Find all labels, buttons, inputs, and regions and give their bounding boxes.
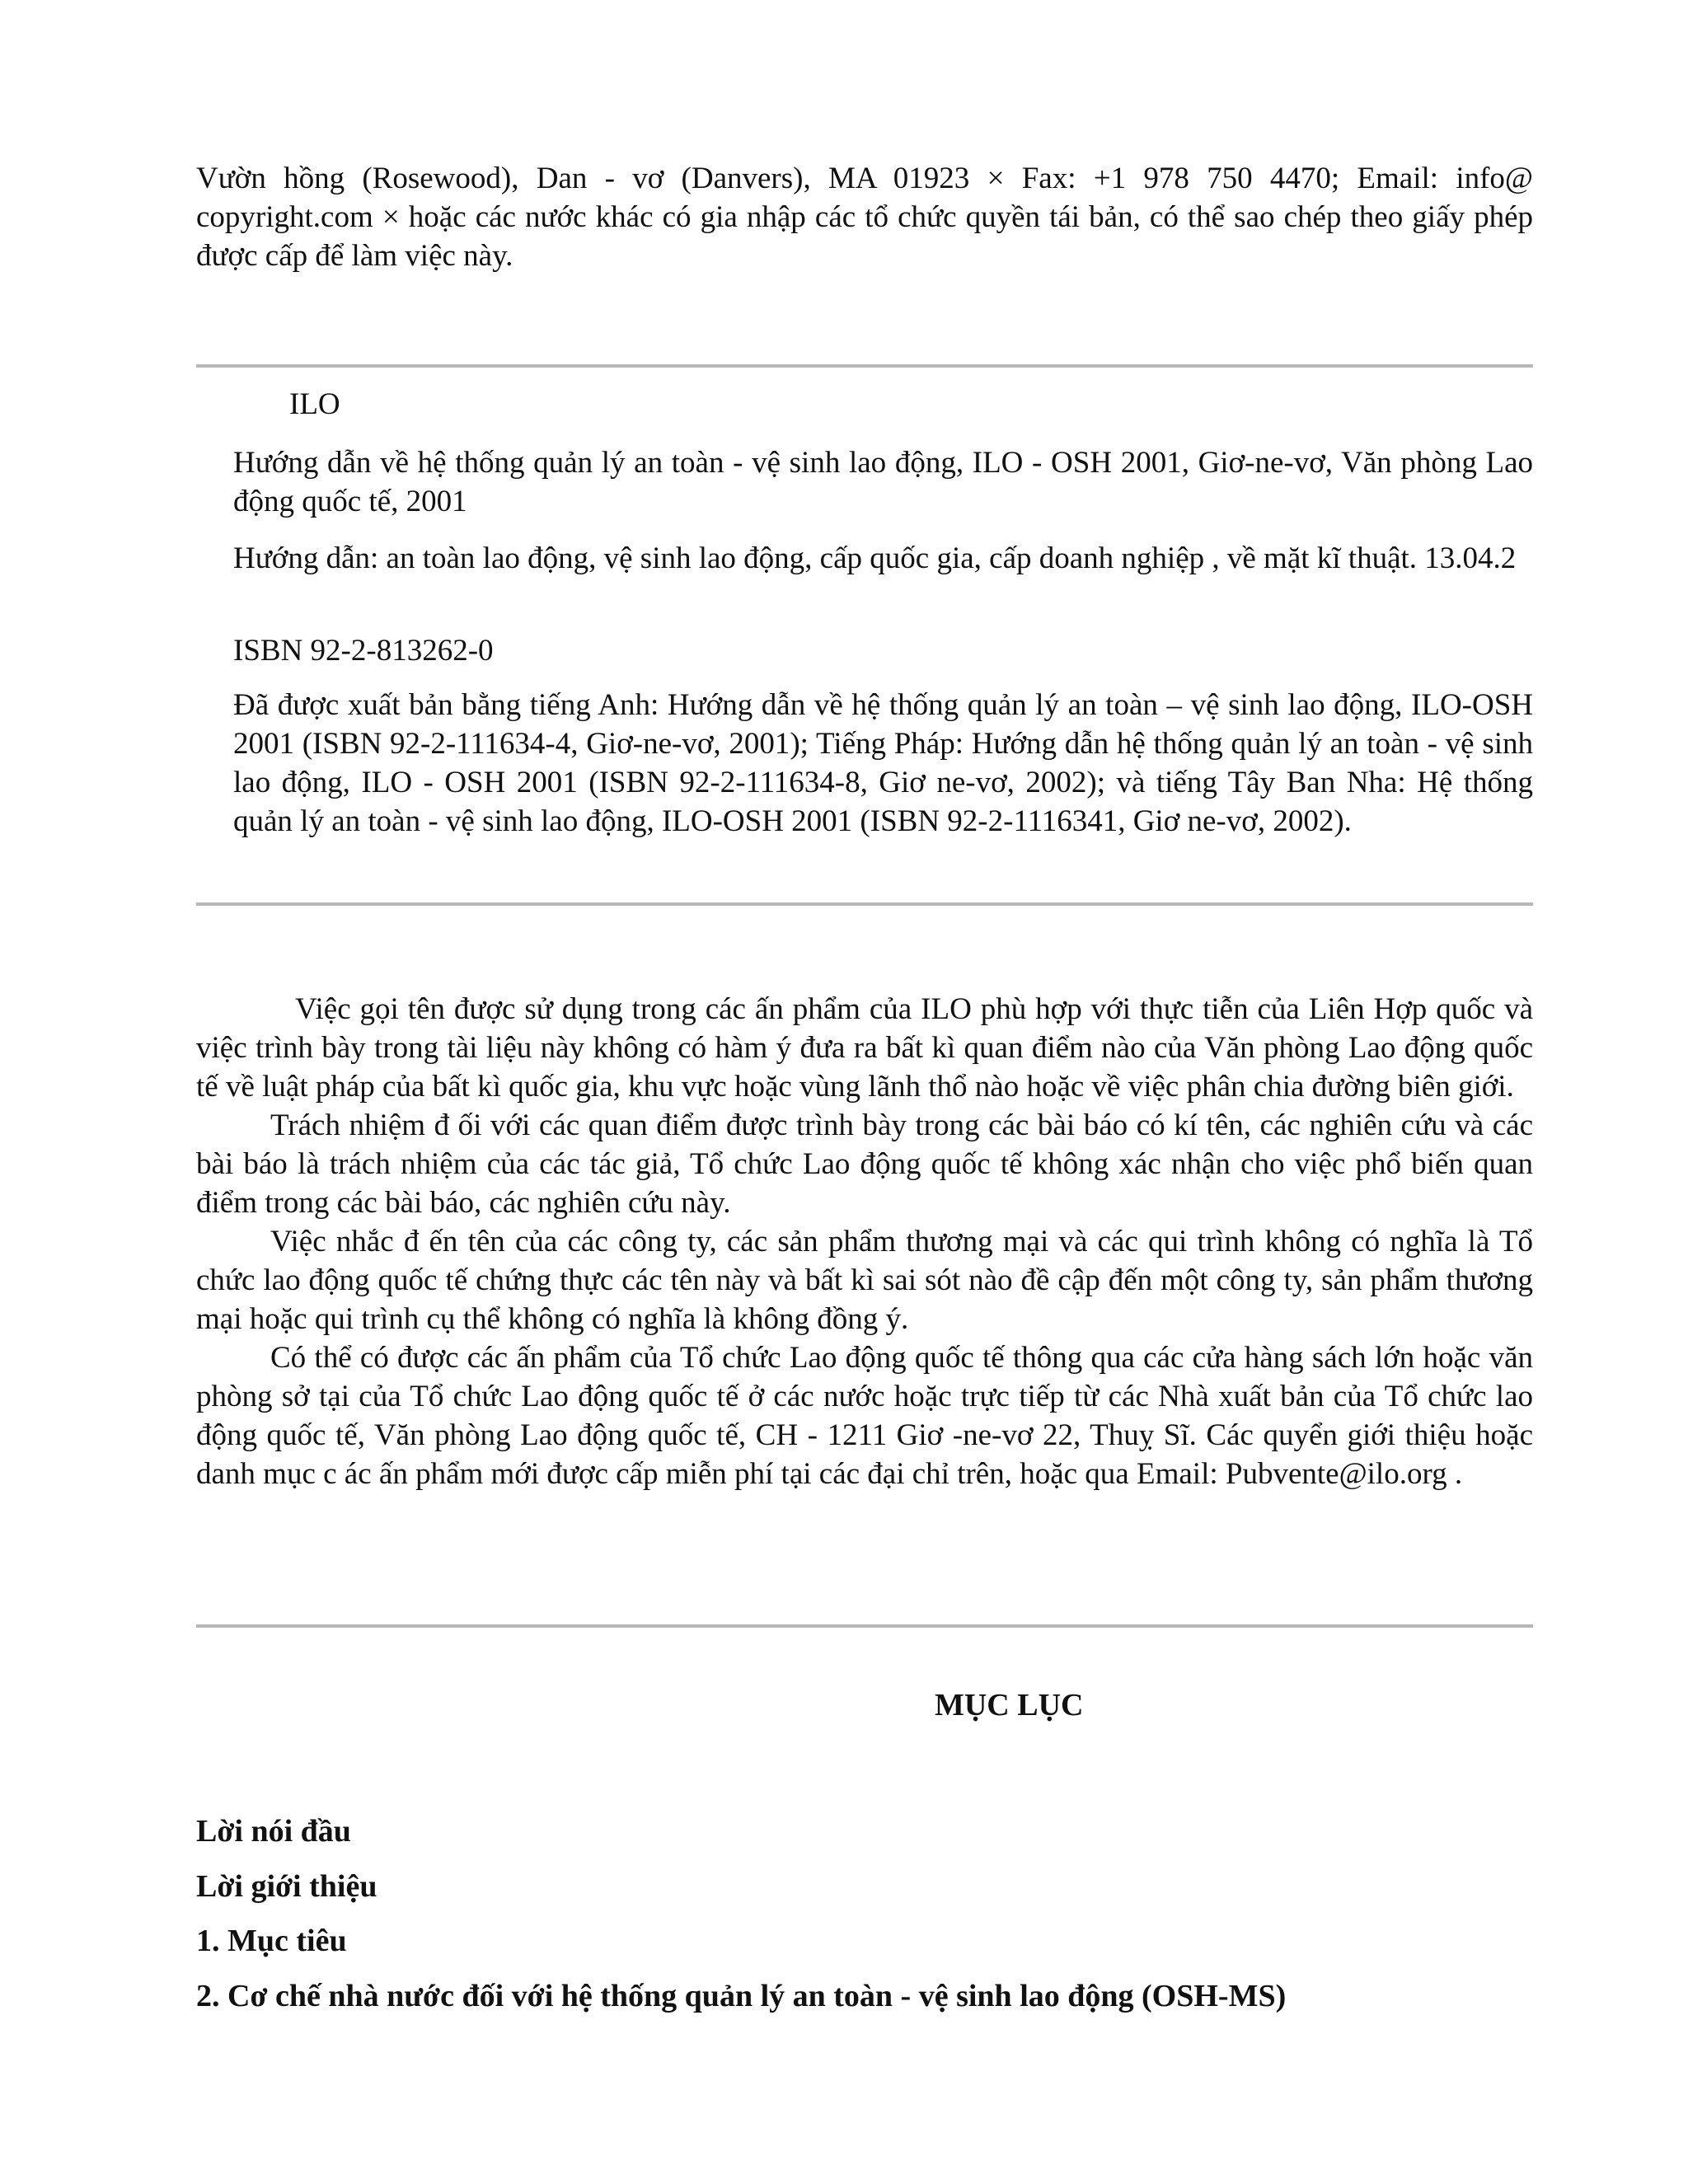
disclaimer-paragraph-1: Việc gọi tên được sử dụng trong các ấn phẩm của ILO phù hợp với thực tiễn của Liên Hợp quốc và việc trình bày trong tài liệu này không có hàm ý đưa ra bất kì quan điểm nào của Văn phòng Lao động quốc tế về luật pháp của bất kì quốc gia, khu vực hoặc vùng lãnh thổ nào hoặc về việc phân chia đường biên giới. bbox=[196, 992, 1533, 1104]
divider-bottom bbox=[196, 1624, 1533, 1628]
disclaimer-paragraph-2: Trách nhiệm đ ối với các quan điểm được trình bày trong các bài báo có kí tên, các nghiên cứu và các bài báo là trách nhiệm của các tác giả, Tổ chức Lao động quốc tế không xác nhận cho việc phổ biến quan điểm trong các bài báo, các nghiên cứu này. bbox=[196, 1108, 1533, 1220]
divider-top bbox=[196, 364, 1533, 368]
disclaimer-paragraph-3: Việc nhắc đ ến tên của các công ty, các sản phẩm thương mại và các qui trình không có nghĩa là Tổ chức lao động quốc tế chứng thực các tên này và bất kì sai sót nào đề cập đến một công ty, sản phẩm thương mại hoặc qui trình cụ thể không có nghĩa là không đồng ý. bbox=[196, 1225, 1533, 1336]
cip-editions bbox=[233, 686, 1533, 841]
cip-title-entry bbox=[233, 443, 1533, 521]
cip-isbn-text: ISBN 92-2-813262-0 bbox=[233, 634, 494, 668]
toc-item[interactable]: 2. Cơ chế nhà nước đối với hệ thống quản lý an toàn - vệ sinh lao động (OSH-MS) bbox=[196, 1979, 1287, 2013]
copyright-paragraph bbox=[196, 159, 1533, 275]
toc-item[interactable]: Lời nói đầu bbox=[196, 1814, 351, 1849]
cip-subjects bbox=[233, 539, 1533, 578]
divider-middle bbox=[196, 902, 1533, 906]
cip-isbn bbox=[233, 631, 1533, 670]
cip-subjects-text: Hướng dẫn: an toàn lao động, vệ sinh lao động, cấp quốc gia, cấp doanh nghiệp , về mặt kĩ thuật. 13.04.2 bbox=[233, 541, 1517, 575]
cip-title-text: Hướng dẫn về hệ thống quản lý an toàn - vệ sinh lao động, ILO - OSH 2001, Giơ-ne-vơ, Văn phòng Lao động quốc tế, 2001 bbox=[233, 446, 1533, 518]
disclaimer-section bbox=[196, 990, 1533, 1493]
copyright-text: Vườn hồng (Rosewood), Dan - vơ (Danvers), MA 01923 × Fax: +1 978 750 4470; Email: info@ copyright.com × hoặc các nước khác có gia nhập các tổ chức quyền tái bản, có thể sao chép theo giấy phép được cấp để làm việc này. bbox=[196, 162, 1533, 273]
disclaimer-paragraph-4: Có thể có được các ấn phẩm của Tổ chức Lao động quốc tế thông qua các cửa hàng sách lớn hoặc văn phòng sở tại của Tổ chức Lao động quốc tế ở các nước hoặc trực tiếp từ các Nhà xuất bản của Tổ chức lao động quốc tế, Văn phòng Lao động quốc tế, CH - 1211 Giơ -ne-vơ 22, Thuỵ Sĩ. Các quyển giới thiệu hoặc danh mục c ác ấn phẩm mới được cấp miễn phí tại các đại chỉ trên, hoặc qua Email: Pubvente@ilo.org . bbox=[196, 1341, 1533, 1491]
toc-item[interactable]: Lời giới thiệu bbox=[196, 1869, 377, 1904]
toc-item[interactable]: 1. Mục tiêu bbox=[196, 1924, 347, 1958]
cip-editions-text: Đã được xuất bản bằng tiếng Anh: Hướng dẫn về hệ thống quản lý an toàn – vệ sinh lao động, ILO-OSH 2001 (ISBN 92-2-111634-4, Giơ-ne-vơ, 2001); Tiếng Pháp: Hướng dẫn hệ thống quản lý an toàn - vệ sinh lao động, ILO - OSH 2001 (ISBN 92-2-111634-8, Giơ ne-vơ, 2002); và tiếng Tây Ban Nha: Hệ thống quản lý an toàn - vệ sinh lao động, ILO-OSH 2001 (ISBN 92-2-1116341, Giơ ne-vơ, 2002). bbox=[233, 688, 1533, 838]
toc-title: MỤC LỤC bbox=[935, 1688, 1084, 1722]
cip-org: ILO bbox=[289, 387, 340, 421]
